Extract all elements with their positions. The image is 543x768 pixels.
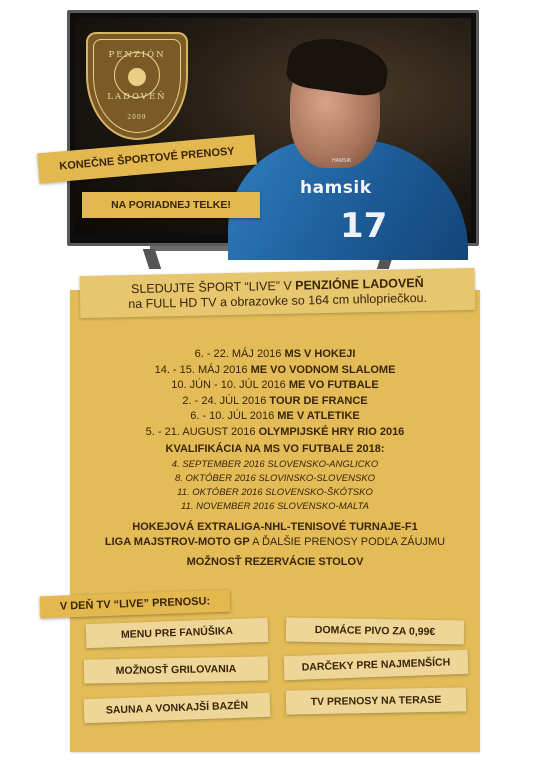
shirt-small-text: HAMSIK [332,158,352,164]
event-row: 6. - 22. MÁJ 2016 MS V HOKEJI [194,348,356,360]
event-row: 14. - 15. MÁJ 2016 ME VO VODNOM SLALOME [154,363,396,376]
headline-pension-name: PENZIÓNE LADOVEŇ [295,275,424,293]
qualification-match: 8. OKTÓBER 2016 SLOVINSKO-SLOVENSKO [174,472,376,484]
events-list [70,347,480,570]
qualification-title: KVALIFIKÁCIA NA MS VO FUTBALE 2018: [165,443,385,455]
event-row: 5. - 21. AUGUST 2016 OLYMPIJSKÉ HRY RIO 2016 [145,425,405,438]
qualification-match: 11. OKTÓBER 2016 SLOVENSKO-ŠKÓTSKO [177,486,373,498]
event-row: 2. - 24. JÚL 2016 TOUR DE FRANCE [182,394,368,407]
perk-home-beer: DOMÁCE PIVO ZA 0,99€ [286,617,464,644]
logo-top-text: PENZIÓN [108,50,166,60]
headline-banner [80,268,476,318]
logo-year: 2009 [127,114,147,121]
event-row: 6. - 10. JÚL 2016 ME V ATLETIKE [190,410,360,422]
perk-sauna-pool: SAUNA A VONKAJŠÍ BAZÉN [84,693,271,723]
reservation-line: MOŽNOSŤ REZERVÁCIE STOLOV [186,555,364,568]
perk-grilling: MOŽNOSŤ GRILOVANIA [84,656,268,683]
shirt-name: hamsik [300,178,372,198]
extra-line-2: LIGA MAJSTROV-MOTO GP A ĎALŠIE PRENOSY PODĽA ZÁUJMU [104,536,446,548]
qualification-match: 4. SEPTEMBER 2016 SLOVENSKO-ANGLICKO [171,458,379,470]
tennis-ball-icon [128,68,146,86]
tv-stand-leg-left [143,249,161,269]
tag-finally-sports: KONEČNE ŠPORTOVÉ PRENOSY [37,135,257,184]
qualification-match: 11. NOVEMBER 2016 SLOVENSKO-MALTA [181,500,369,512]
extra-line-1: HOKEJOVÁ EXTRALIGA-NHL-TENISOVÉ TURNAJE-F1 [132,520,418,533]
live-day-heading: V DEŇ TV “LIVE” PRENOSU: [40,590,231,619]
shirt-number: 17 [340,206,388,246]
headline-text: SLEDUJTE ŠPORT “LIVE” V [130,278,296,297]
headline-line-2: na FULL HD TV a obrazovke so 164 cm uhlopriečkou. [128,290,428,312]
event-row: 10. JÚN - 10. JÚL 2016 ME VO FUTBALE [171,379,379,391]
tag-proper-tv: NA PORIADNEJ TELKE! [82,192,260,218]
perk-terrace-tv: TV PRENOSY NA TERASE [286,687,466,714]
perk-kids-gifts: DARČEKY PRE NAJMENŠÍCH [284,650,469,680]
perk-fan-menu: MENU PRE FANÚŠIKA [86,618,269,648]
logo-bottom-text: LADOVEŇ [107,92,167,102]
